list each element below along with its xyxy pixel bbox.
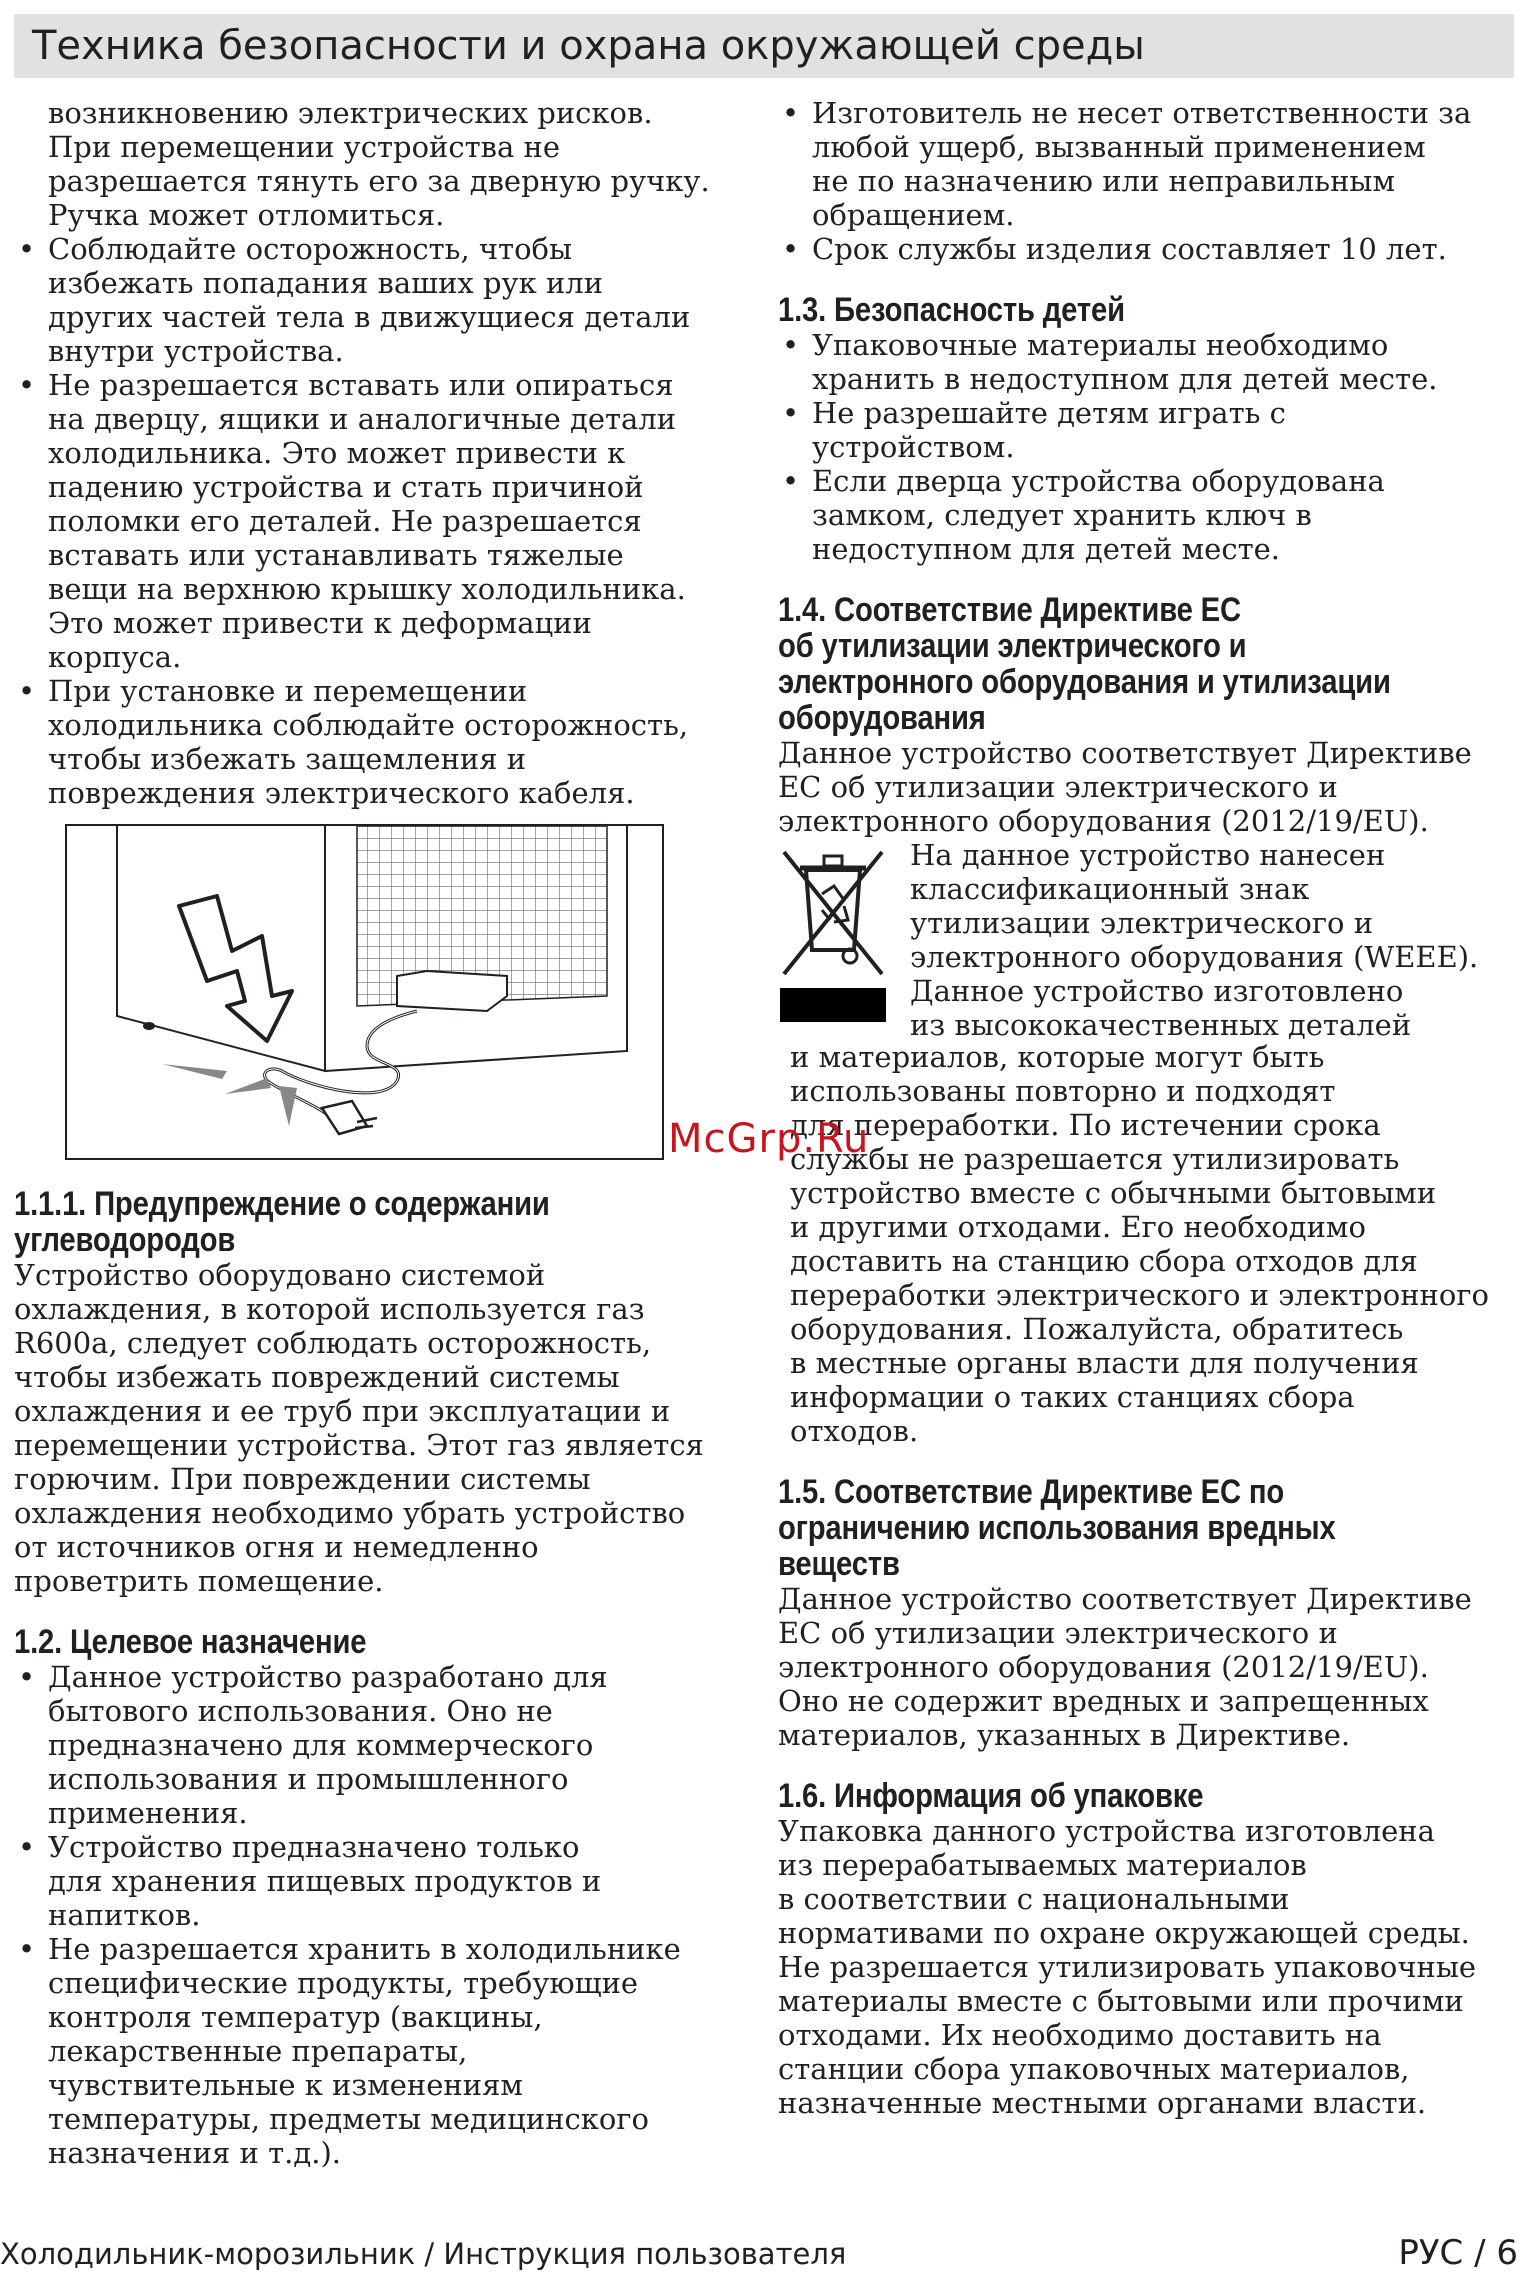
safety-bullet-list (14, 232, 732, 810)
list-item: • Не разрешается хранить в холодильнике специфические продукты, требующие контроля температур (вакцины, лекарственные препараты, чувствительные к изменениям температуры, предметы медицинского назначения и т.д.). (14, 1932, 732, 2170)
list-item: • Упаковочные материалы необходимо хранить в недоступном для детей месте. (778, 328, 1516, 396)
purpose-bullet-list (14, 1660, 732, 2170)
footer-page-number: РУС / 6 (1398, 2233, 1518, 2273)
text-line: возникновению электрических рисков. (48, 96, 653, 130)
page-header (14, 14, 1514, 78)
section-heading: 1.3. Безопасность детей (778, 291, 1125, 329)
crossed-out-wheelie-bin-icon (778, 846, 888, 980)
weee-continued-text: и материалов, которые могут быть использованы повторно и подходят для переработки. По истечении срока службы не разрешается утилизировать устройство вместе с обычными бытовыми и другими отходами. Его необходимо доставить на станцию сбора отходов для переработки электрического и электронного оборудования. Пожалуйста, обратитесь в местные органы власти для получения информации о таких станциях сбора отходов. (790, 1040, 1489, 1448)
list-item: • Не разрешайте детям играть с устройством. (778, 396, 1516, 464)
right-column (778, 96, 1516, 2120)
section-heading: 1.6. Информация об упаковке (778, 1777, 1204, 1815)
section-1-4: 1.4. Соответствие Директиве ЕС об утилизации электрического и электронного оборудования и утилизации оборудования Данное устройство соответствует Директиве ЕС об утилизации электрического и электронного оборудования (2012/19/EU). На данное устройство нанесен классификационный знак утилизации электрического и электронного оборудования (WEEE). Данное устройство изготовлено из высококачественных деталей и материалов, которые могут быть использованы повторно и подходят для переработки. По истечении срока службы не разрешается утилизировать устройство вместе с обычными бытовыми и другими отходами. Его необходимо доставить на станцию сбора отходов для переработки электрического и электронного оборудования. Пожалуйста, обратитесь в местные органы власти для получения информации о таких станциях сбора отходов. (778, 592, 1516, 1448)
section-heading: 1.1.1. Предупреждение о содержании (14, 1185, 550, 1223)
section-heading: 1.5. Соответствие Директиве ЕС по (778, 1473, 1285, 1511)
section-heading: 1.4. Соответствие Директиве ЕС (778, 591, 1241, 629)
list-item: • Если дверца устройства оборудована замком, следует хранить ключ в недоступном для детей месте. (778, 464, 1516, 566)
section-heading: углеводородов (14, 1221, 236, 1259)
list-item: • Соблюдайте осторожность, чтобы избежать попадания ваших рук или других частей тела в движущиеся детали внутри устройства. (14, 232, 732, 368)
section-heading: об утилизации электрического и (778, 627, 1247, 665)
list-item: • Устройство предназначено только для хранения пищевых продуктов и напитков. (14, 1830, 732, 1932)
weee-black-bar (780, 988, 886, 1022)
section-heading: оборудования (778, 699, 986, 737)
intro-paragraph (14, 96, 732, 232)
section-1-3 (778, 292, 1516, 566)
watermark: McGrp.Ru (668, 1116, 870, 1162)
text-line: При перемещении устройства не (48, 130, 560, 164)
section-heading: 1.2. Целевое назначение (14, 1623, 367, 1661)
footer-document-title: Холодильник-морозильник / Инструкция пользователя (0, 2237, 847, 2271)
section-heading: ограничению использования вредных (778, 1509, 1336, 1547)
section-1-6: 1.6. Информация об упаковке Упаковка данного устройства изготовлена из перерабатываемых материалов в соответствии с национальными нормативами по охране окружающей среды. Не разрешается утилизировать упаковочные материалы вместе с бытовыми или прочими отходами. Их необходимо доставить на станции сбора упаковочных материалов, назначенные местными органами власти. (778, 1777, 1477, 2120)
text-line: Ручка может отломиться. (48, 198, 445, 232)
list-item: • При установке и перемещении холодильника соблюдайте осторожность, чтобы избежать защемления и повреждения электрического кабеля. (14, 674, 732, 810)
section-heading: электронного оборудования и утилизации (778, 663, 1391, 701)
fridge-cable-icon (67, 826, 662, 1158)
weee-block (778, 838, 1516, 1040)
list-item: • Не разрешается вставать или опираться на дверцу, ящики и аналогичные детали холодильника. Это может привести к падению устройства и стать причиной поломки его деталей. Не разрешается вставать или устанавливать тяжелые вещи на верхнюю крышку холодильника. Это может привести к деформации корпуса. (14, 368, 732, 674)
left-column (14, 96, 732, 2170)
section-1-2 (14, 1624, 732, 2170)
section-heading: веществ (778, 1545, 900, 1583)
page-title: Техника безопасности и охрана окружающей среды (32, 23, 1145, 69)
list-item: • Срок службы изделия составляет 10 лет. (778, 232, 1516, 266)
fridge-cable-illustration (65, 824, 664, 1160)
list-item: • Данное устройство разработано для бытового использования. Оно не предназначено для коммерческого использования и промышленного применения. (14, 1660, 732, 1830)
section-1-5: 1.5. Соответствие Директиве ЕС по ограничению использования вредных веществ Данное устройство соответствует Директиве ЕС об утилизации электрического и электронного оборудования (2012/19/EU). Оно не содержит вредных и запрещенных материалов, указанных в Директиве. (778, 1473, 1472, 1752)
weee-text: На данное устройство нанесен классификационный знак утилизации электрического и электронного оборудования (WEEE). Данное устройство изготовлено из высококачественных деталей (910, 838, 1479, 1042)
list-item: • Изготовитель не несет ответственности за любой ущерб, вызванный применением не по назначению или неправильным обращением. (778, 96, 1516, 232)
text-line: разрешается тянуть его за дверную ручку. (48, 164, 710, 198)
liability-bullet-list (778, 96, 1516, 266)
section-1-1-1: 1.1.1. Предупреждение о содержании углеводородов Устройство оборудовано системой охлаждения, в которой используется газ R600a, следует соблюдать осторожность, чтобы избежать повреждений системы охлаждения и ее труб при эксплуатации и перемещении устройства. Этот газ является горючим. При повреждении системы охлаждения необходимо убрать устройство от источников огня и немедленно проветрить помещение. (14, 1185, 704, 1598)
child-safety-bullet-list (778, 328, 1516, 566)
